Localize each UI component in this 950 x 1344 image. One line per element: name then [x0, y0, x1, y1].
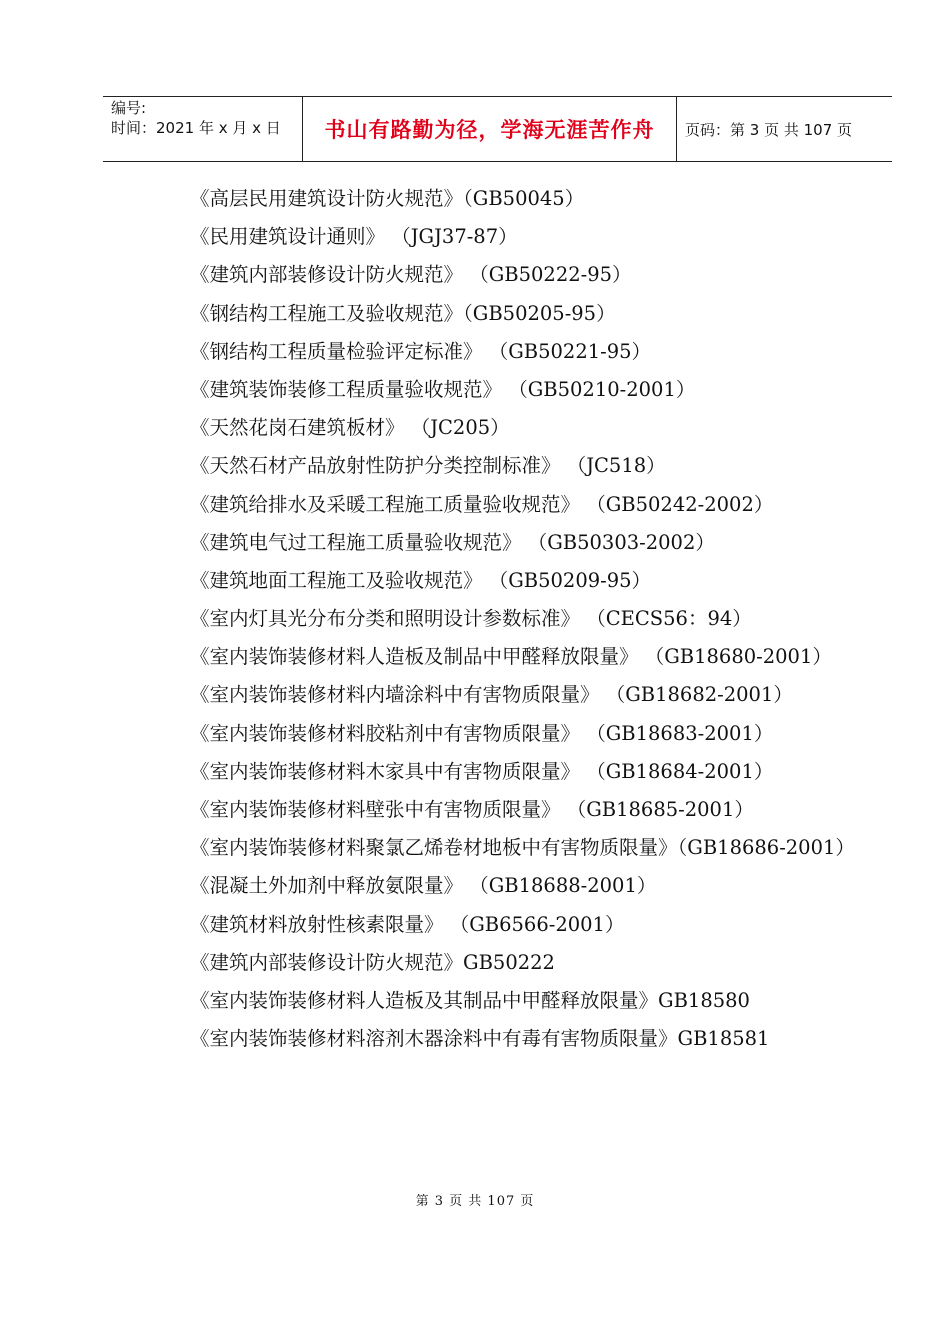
- reference-item: 《室内装饰装修材料溶剂木器涂料中有毒有害物质限量》GB18581: [190, 1027, 770, 1051]
- header-page-cell: [677, 97, 892, 161]
- header-page-number: 页码：第 3 页 共 107 页: [685, 120, 853, 139]
- reference-item: 《建筑地面工程施工及验收规范》 （GB50209-95）: [190, 568, 652, 592]
- reference-item: 《高层民用建筑设计防火规范》（GB50045）: [190, 187, 585, 210]
- reference-item: 《建筑内部装修设计防火规范》 （GB50222-95）: [190, 263, 632, 287]
- document-number-label: 编号:: [111, 99, 147, 117]
- reference-list: [190, 180, 855, 1058]
- reference-item: 《钢结构工程施工及验收规范》（GB50205-95）: [190, 301, 616, 325]
- reference-item: 《室内装饰装修材料内墙涂料中有害物质限量》 （GB18682-2001）: [190, 683, 793, 707]
- page-header: [103, 96, 892, 162]
- document-date-label: 时间：2021 年 x 月 x 日: [111, 119, 281, 137]
- reference-item: 《建筑电气过工程施工质量验收规范》 （GB50303-2002）: [190, 530, 715, 554]
- reference-item: 《室内装饰装修材料胶粘剂中有害物质限量》 （GB18683-2001）: [190, 721, 774, 745]
- reference-item: 《民用建筑设计通则》 （JGJ37-87）: [190, 225, 518, 249]
- reference-item: 《室内装饰装修材料木家具中有害物质限量》 （GB18684-2001）: [190, 759, 774, 783]
- reference-item: 《室内装饰装修材料聚氯乙烯卷材地板中有害物质限量》（GB18686-2001）: [190, 836, 855, 860]
- reference-item: 《建筑材料放射性核素限量》 （GB6566-2001）: [190, 912, 625, 936]
- reference-item: 《室内灯具光分布分类和照明设计参数标准》 （CECS56：94）: [190, 607, 752, 631]
- header-meta-cell: [103, 97, 303, 161]
- header-motto-cell: [303, 97, 677, 161]
- reference-item: 《建筑给排水及采暖工程施工质量验收规范》 （GB50242-2002）: [190, 492, 774, 516]
- reference-item: 《建筑装饰装修工程质量验收规范》 （GB50210-2001）: [190, 377, 696, 401]
- reference-item: 《混凝土外加剂中释放氨限量》 （GB18688-2001）: [190, 874, 657, 898]
- reference-item: 《建筑内部装修设计防火规范》GB50222: [190, 950, 555, 974]
- reference-item: 《室内装饰装修材料人造板及制品中甲醛释放限量》 （GB18680-2001）: [190, 645, 832, 669]
- reference-item: 《室内装饰装修材料壁张中有害物质限量》 （GB18685-2001）: [190, 798, 754, 822]
- reference-item: 《天然石材产品放射性防护分类控制标准》 （JC518）: [190, 454, 666, 478]
- page-footer: 第 3 页 共 107 页: [415, 1194, 535, 1209]
- reference-item: 《室内装饰装修材料人造板及其制品中甲醛释放限量》GB18580: [190, 988, 750, 1012]
- header-motto: 书山有路勤为径，学海无涯苦作舟: [324, 118, 655, 142]
- reference-item: 《钢结构工程质量检验评定标准》 （GB50221-95）: [190, 339, 652, 363]
- reference-item: 《天然花岗石建筑板材》 （JC205）: [190, 416, 510, 440]
